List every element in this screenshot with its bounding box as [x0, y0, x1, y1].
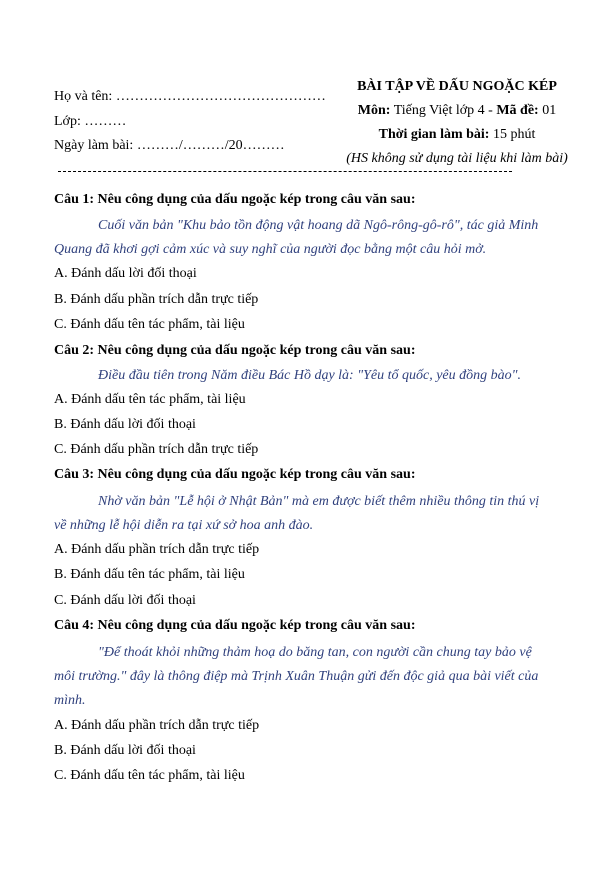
question-4-option-b[interactable]: B. Đánh dấu lời đối thoại [54, 743, 196, 758]
question-3-option-c[interactable]: C. Đánh dấu lời đối thoại [54, 593, 196, 608]
code-label: Mã đề: [496, 103, 539, 118]
question-4-option-c[interactable]: C. Đánh dấu tên tác phẩm, tài liệu [54, 768, 245, 783]
question-2-prompt: Câu 2: Nêu công dụng của dấu ngoặc kép trong câu văn sau: [54, 343, 416, 358]
question-1-option-a[interactable]: A. Đánh dấu lời đối thoại [54, 266, 197, 281]
question-2-option-b[interactable]: B. Đánh dấu lời đối thoại [54, 417, 196, 432]
question-3-prompt: Câu 3: Nêu công dụng của dấu ngoặc kép trong câu văn sau: [54, 467, 416, 482]
question-1-option-c[interactable]: C. Đánh dấu tên tác phẩm, tài liệu [54, 317, 245, 332]
question-4-quote-line: "Để thoát khỏi những thảm hoạ do băng tan, con người cần chung tay bảo vệ [98, 645, 532, 660]
question-1-quote-line: Cuối văn bản "Khu bảo tồn động vật hoang dã Ngô-rông-gô-rô", tác giả Minh [98, 218, 539, 233]
question-1-prompt: Câu 1: Nêu công dụng của dấu ngoặc kép trong câu văn sau: [54, 192, 416, 207]
student-class-blank[interactable]: ……… [84, 114, 127, 129]
student-name-blank[interactable]: ……………………………………… [115, 89, 326, 104]
question-2-option-c[interactable]: C. Đánh dấu phần trích dẫn trực tiếp [54, 442, 259, 457]
question-4-option-a[interactable]: A. Đánh dấu phần trích dẫn trực tiếp [54, 718, 260, 733]
question-1-option-b[interactable]: B. Đánh dấu phần trích dẫn trực tiếp [54, 292, 259, 307]
question-4-quote-line: mình. [54, 693, 86, 708]
code-value: 01 [542, 103, 557, 118]
question-4-quote-line: môi trường." đây là thông điệp mà Trịnh Xuân Thuận gửi đến độc giả qua bài viết của [54, 669, 539, 684]
student-name-line [54, 89, 326, 105]
question-3-quote-line: Nhờ văn bản "Lễ hội ở Nhật Bản" mà em được biết thêm nhiều thông tin thú vị [98, 494, 540, 509]
time-value: 15 phút [492, 127, 536, 142]
exam-date-label: Ngày làm bài: [54, 138, 134, 153]
question-2-option-a[interactable]: A. Đánh dấu tên tác phẩm, tài liệu [54, 392, 246, 407]
question-3-quote-line: về những lễ hội diễn ra tại xứ sở hoa anh đào. [54, 518, 314, 533]
question-2-quote-line: Điều đầu tiên trong Năm điều Bác Hồ dạy là: "Yêu tổ quốc, yêu đồng bào". [98, 368, 522, 383]
question-4-prompt: Câu 4: Nêu công dụng của dấu ngoặc kép trong câu văn sau: [54, 618, 416, 633]
subject-value: Tiếng Việt lớp 4 - [393, 103, 493, 118]
question-1-quote-line: Quang đã khơi gợi cảm xúc và suy nghĩ của người đọc bằng một câu hỏi mở. [54, 242, 487, 257]
student-class-line [54, 114, 126, 130]
student-name-label: Họ và tên: [54, 89, 113, 104]
question-3-option-b[interactable]: B. Đánh dấu tên tác phẩm, tài liệu [54, 567, 245, 582]
header-separator [58, 171, 512, 172]
exam-date-line [54, 138, 285, 154]
subject-label: Môn: [357, 103, 391, 118]
exam-date-blank[interactable]: ………/………/20……… [136, 138, 285, 153]
page-title: BÀI TẬP VỀ DẤU NGOẶC KÉP [357, 79, 557, 94]
time-label: Thời gian làm bài: [378, 127, 490, 142]
time-line [312, 127, 602, 143]
subject-line [312, 103, 602, 119]
exam-note: (HS không sử dụng tài liệu khi làm bài) [346, 151, 568, 166]
question-3-option-a[interactable]: A. Đánh dấu phần trích dẫn trực tiếp [54, 542, 260, 557]
student-class-label: Lớp: [54, 114, 81, 129]
